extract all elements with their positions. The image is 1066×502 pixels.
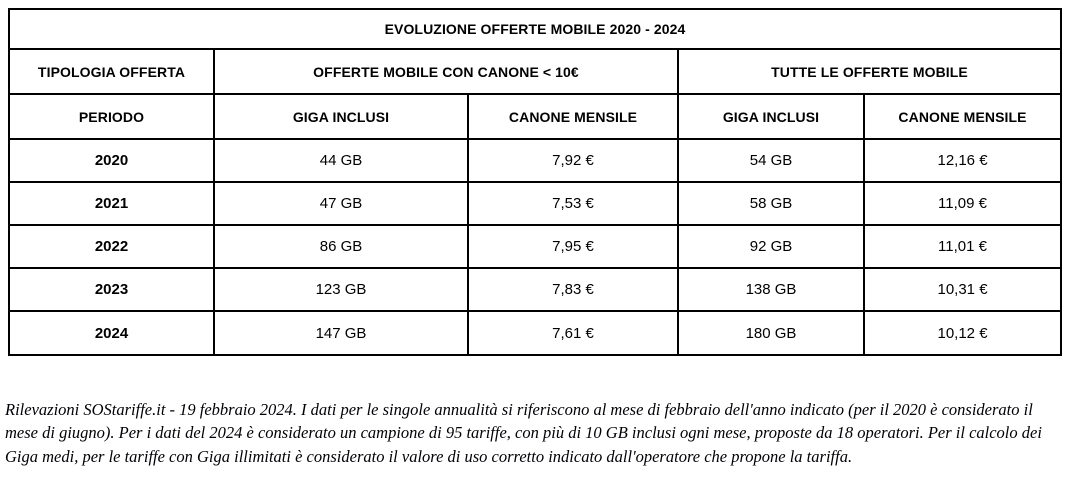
group-header-tipologia: TIPOLOGIA OFFERTA — [9, 49, 214, 94]
period-cell: 2023 — [9, 268, 214, 311]
group-header-tutte-offerte: TUTTE LE OFFERTE MOBILE — [678, 49, 1061, 94]
table-row-2021 — [9, 182, 1061, 225]
giga-lt10-cell: 47 GB — [214, 182, 468, 225]
period-cell: 2022 — [9, 225, 214, 268]
canone-tutte-cell: 10,31 € — [864, 268, 1061, 311]
giga-lt10-cell: 44 GB — [214, 139, 468, 182]
canone-lt10-cell: 7,92 € — [468, 139, 678, 182]
table-title: EVOLUZIONE OFFERTE MOBILE 2020 - 2024 — [9, 9, 1061, 49]
giga-lt10-cell: 86 GB — [214, 225, 468, 268]
column-header-giga-inclusi-lt10: GIGA INCLUSI — [214, 94, 468, 139]
group-header-row — [9, 49, 1061, 94]
period-cell: 2024 — [9, 311, 214, 355]
giga-tutte-cell: 138 GB — [678, 268, 864, 311]
giga-tutte-cell: 58 GB — [678, 182, 864, 225]
table-row-2024 — [9, 311, 1061, 355]
group-header-canone-lt10: OFFERTE MOBILE CON CANONE < 10€ — [214, 49, 678, 94]
giga-tutte-cell: 180 GB — [678, 311, 864, 355]
mobile-offers-table — [8, 8, 1062, 356]
canone-lt10-cell: 7,53 € — [468, 182, 678, 225]
canone-lt10-cell: 7,61 € — [468, 311, 678, 355]
giga-lt10-cell: 123 GB — [214, 268, 468, 311]
canone-tutte-cell: 10,12 € — [864, 311, 1061, 355]
canone-lt10-cell: 7,95 € — [468, 225, 678, 268]
period-cell: 2020 — [9, 139, 214, 182]
column-header-canone-mensile-tutte: CANONE MENSILE — [864, 94, 1061, 139]
table-row-2022 — [9, 225, 1061, 268]
source-footnote: Rilevazioni SOStariffe.it - 19 febbraio 2024. I dati per le singole annualità si riferiscono al mese di febbraio dell'anno indicato (per il 2020 è considerato il mese di giugno). Per i dati del 2024 è considerato un campione di 95 tariffe, con più di 10 GB inclusi ogni mese, proposte da 18 operatori. Per il calcolo dei Giga medi, per le tariffe con Giga illimitati è considerato il valore di uso corretto indicato dall'operatore che propone la tariffa. — [5, 400, 1042, 466]
canone-tutte-cell: 11,09 € — [864, 182, 1061, 225]
table-row-2020 — [9, 139, 1061, 182]
column-header-canone-mensile-lt10: CANONE MENSILE — [468, 94, 678, 139]
canone-tutte-cell: 12,16 € — [864, 139, 1061, 182]
canone-tutte-cell: 11,01 € — [864, 225, 1061, 268]
giga-lt10-cell: 147 GB — [214, 311, 468, 355]
column-header-row — [9, 94, 1061, 139]
table-row-2023 — [9, 268, 1061, 311]
period-cell: 2021 — [9, 182, 214, 225]
column-header-periodo: PERIODO — [9, 94, 214, 139]
table-title-row — [9, 9, 1061, 49]
canone-lt10-cell: 7,83 € — [468, 268, 678, 311]
giga-tutte-cell: 54 GB — [678, 139, 864, 182]
giga-tutte-cell: 92 GB — [678, 225, 864, 268]
column-header-giga-inclusi-tutte: GIGA INCLUSI — [678, 94, 864, 139]
